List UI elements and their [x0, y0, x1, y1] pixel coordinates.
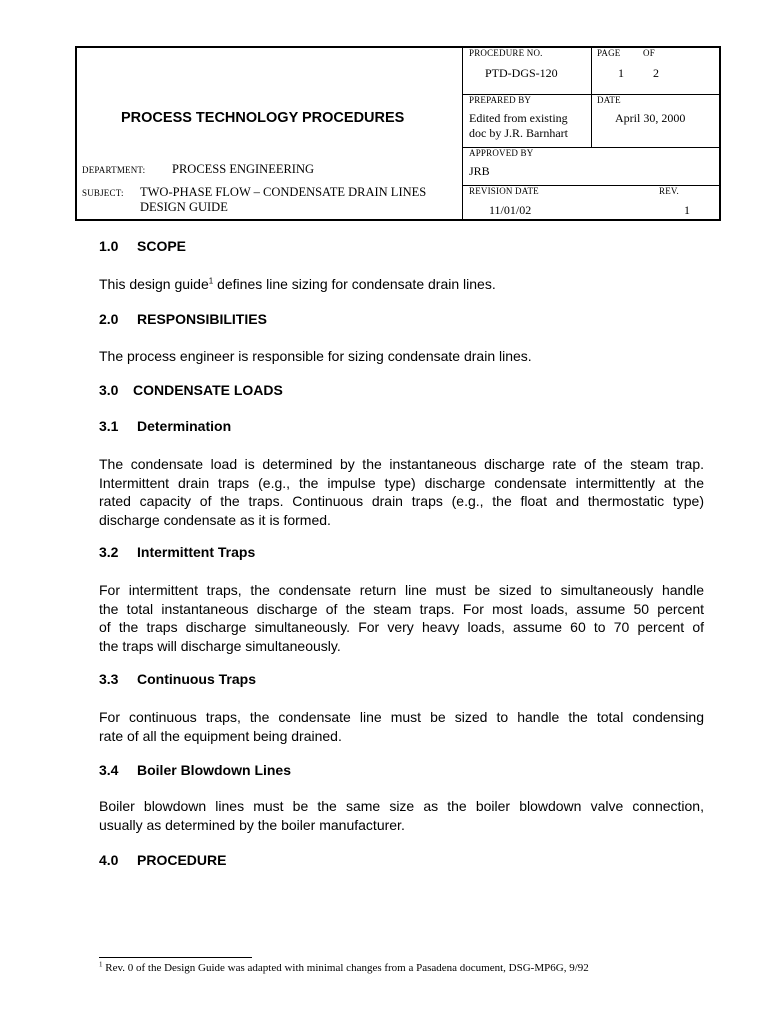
date-value: April 30, 2000	[615, 111, 686, 125]
paragraph-intermittent-traps	[99, 581, 704, 655]
page-value: 1	[618, 66, 624, 80]
section-heading	[99, 311, 267, 327]
section-title: RESPONSIBILITIES	[137, 311, 267, 327]
section-number: 3.2	[99, 544, 119, 560]
department-value: PROCESS ENGINEERING	[172, 162, 315, 176]
prepared-by-label: PREPARED BY	[469, 95, 532, 105]
header-divider	[591, 48, 592, 147]
approved-by-label: APPROVED BY	[469, 148, 534, 158]
paragraph-line: Boiler blowdown lines must be the same size as the boiler blowdown valve connection,	[99, 798, 704, 814]
department-label: DEPARTMENT:	[82, 165, 146, 175]
section-title: Boiler Blowdown Lines	[137, 762, 292, 778]
subject-label: SUBJECT:	[82, 188, 124, 198]
page-label: PAGE	[597, 48, 621, 58]
rev-value: 1	[684, 203, 690, 217]
prepared-by-line-2: doc by J.R. Barnhart	[469, 126, 568, 140]
section-number: 4.0	[99, 852, 119, 868]
section-heading	[99, 852, 226, 868]
section-number: 3.0	[99, 382, 119, 398]
section-number: 3.1	[99, 418, 119, 434]
date-label: DATE	[597, 95, 621, 105]
section-heading	[99, 238, 186, 254]
section-title: PROCEDURE	[137, 852, 227, 868]
subsection-heading	[99, 762, 291, 778]
footnote-marker: 1	[99, 960, 103, 969]
scope-text: This design guide	[99, 276, 209, 292]
paragraph-boiler-blowdown	[99, 797, 704, 834]
paragraph-line: of the traps discharge simultaneously. For very heavy loads, assume 60 to 70 percent of	[99, 619, 704, 635]
subject-line-1: TWO-PHASE FLOW – CONDENSATE DRAIN LINES	[140, 185, 427, 199]
subsection-heading	[99, 671, 256, 687]
section-title: SCOPE	[137, 238, 187, 254]
paragraph-line: the total instantaneous discharge of the steam traps. For most loads, assume 50 percent	[99, 600, 704, 617]
section-number: 2.0	[99, 311, 119, 327]
revision-date-value: 11/01/02	[489, 203, 532, 217]
paragraph-scope	[99, 275, 704, 294]
paragraph-continuous-traps	[99, 708, 704, 745]
section-title: Intermittent Traps	[137, 544, 256, 560]
paragraph-line: Intermittent drain traps (e.g., the impulse type) discharge condensate intermittently at the	[99, 474, 704, 491]
procedure-no-value: PTD-DGS-120	[485, 66, 558, 80]
paragraph-line: The condensate load is determined by the instantaneous discharge rate of the steam trap.	[99, 456, 704, 472]
subsection-heading	[99, 544, 255, 560]
footnote	[99, 962, 589, 974]
section-number: 1.0	[99, 238, 119, 254]
section-title: CONDENSATE LOADS	[133, 382, 283, 398]
footnote-ref[interactable]: 1	[208, 276, 214, 286]
procedure-no-label: PROCEDURE NO.	[469, 48, 543, 58]
header-divider	[462, 48, 463, 219]
revision-date-label: REVISION DATE	[469, 186, 539, 196]
section-number: 3.4	[99, 762, 119, 778]
paragraph-responsibilities	[99, 347, 704, 366]
paragraph-determination	[99, 455, 704, 529]
paragraph-line: the traps will discharge simultaneously.	[99, 637, 341, 654]
paragraph-line: For intermittent traps, the condensate return line must be sized to simultaneously handle	[99, 582, 704, 598]
paragraph-line: usually as determined by the boiler manufacturer.	[99, 816, 405, 833]
section-title: Continuous Traps	[137, 671, 256, 687]
paragraph-line: rated capacity of the traps. Continuous drain traps (e.g., the float and thermostatic type)	[99, 493, 704, 509]
document-title: PROCESS TECHNOLOGY PROCEDURES	[121, 110, 405, 126]
paragraph-text: The process engineer is responsible for sizing condensate drain lines.	[99, 348, 532, 364]
paragraph-line: For continuous traps, the condensate line must be sized to handle the total condensing	[99, 709, 704, 725]
footnote-rule	[99, 957, 252, 958]
paragraph-line: discharge condensate as it is formed.	[99, 511, 331, 528]
paragraph-line: rate of all the equipment being drained.	[99, 727, 342, 744]
subject-line-2: DESIGN GUIDE	[140, 200, 228, 214]
footnote-text: Rev. 0 of the Design Guide was adapted with minimal changes from a Pasadena document, DSG-MP6G, 9/92	[102, 962, 589, 974]
prepared-by-line-1: Edited from existing	[469, 111, 568, 125]
approved-by-value: JRB	[469, 164, 490, 178]
section-number: 3.3	[99, 671, 119, 687]
section-heading	[99, 382, 283, 398]
document-header	[75, 46, 721, 221]
of-value: 2	[653, 66, 659, 80]
rev-label: REV.	[659, 186, 679, 196]
of-label: OF	[643, 48, 655, 58]
section-title: Determination	[137, 418, 232, 434]
scope-text-cont: defines line sizing for condensate drain lines.	[213, 276, 496, 292]
subsection-heading	[99, 418, 231, 434]
